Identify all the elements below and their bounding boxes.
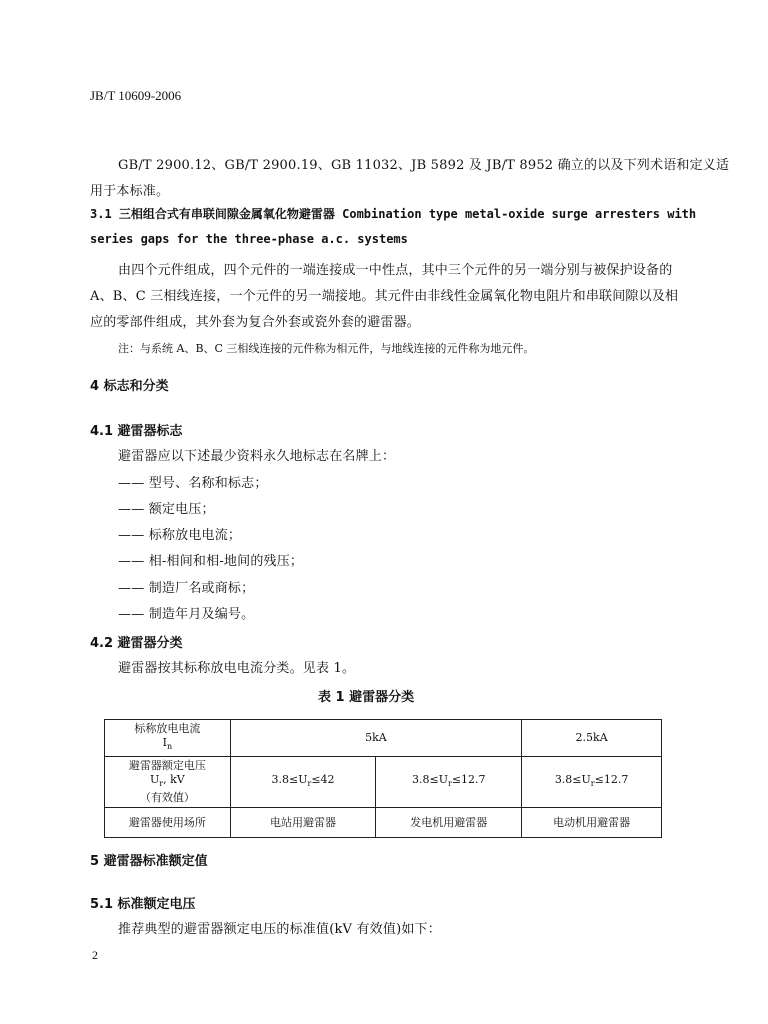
table-cell: 电动机用避雷器	[522, 808, 662, 838]
table-cell: 避雷器使用场所	[105, 808, 231, 838]
table-cell: $3.8\le U_r\le 42$	[230, 757, 376, 808]
intro-line-1: GB/T 2900.12、GB/T 2900.19、GB 11032、JB 5892 及 JB/T 8952 确立的以及下列术语和定义适	[118, 158, 730, 173]
term-3-1-body-line-2: A、B、C 三相线连接，一个元件的另一端接地。其元件由非线性金属氧化物电阻片和串联间隙以及相	[90, 289, 679, 304]
table-row	[105, 720, 662, 757]
marking-list-item: —— 型号、名称和标志；	[118, 476, 268, 491]
section-4-heading: 4 标志和分类	[90, 379, 169, 394]
row-label: 避雷器额定电压	[128, 759, 206, 773]
section-4-1-intro: 避雷器应以下述最少资料永久地标志在名牌上：	[118, 449, 396, 464]
row-label-note: （有效值）	[139, 791, 195, 805]
section-4-2-heading: 4.2 避雷器分类	[90, 636, 183, 651]
term-3-1-heading-line-2: series gaps for the three-phase a.c. systems	[90, 232, 408, 246]
marking-list-item: —— 额定电压；	[118, 502, 215, 517]
intro-line-2: 用于本标准。	[90, 184, 170, 199]
table-cell: 发电机用避雷器	[376, 808, 522, 838]
marking-list-item: —— 相-相间和相-地间的残压；	[118, 554, 304, 569]
row-label-subscript: r	[159, 779, 164, 789]
table-cell: $3.8\le U_r\le 12.7$	[376, 757, 522, 808]
table-cell: 2.5kA	[522, 720, 662, 757]
term-3-1-body-line-3: 应的零部件组成，其外套为复合外套或瓷外套的避雷器。	[90, 315, 421, 330]
section-4-2-body: 避雷器按其标称放电电流分类。见表 1。	[118, 661, 356, 676]
section-4-1-heading: 4.1 避雷器标志	[90, 424, 183, 439]
table-cell: 电站用避雷器	[230, 808, 376, 838]
table-cell: $3.8\le U_r\le 12.7$	[522, 757, 662, 808]
marking-list-item: —— 制造厂名或商标；	[118, 581, 255, 596]
section-5-1-heading: 5.1 标准额定电压	[90, 897, 196, 912]
arrester-classification-table	[104, 719, 662, 838]
standard-code-header: JB/T 10609-2006	[90, 88, 182, 103]
row-label: 标称放电电流	[134, 722, 201, 735]
table-cell	[105, 757, 231, 808]
row-label-subscript: n	[166, 742, 173, 752]
table-1-caption: 表 1 避雷器分类	[318, 690, 415, 705]
row-label-symbol: U	[149, 773, 160, 787]
section-5-1-body: 推荐典型的避雷器额定电压的标准值(kV 有效值)如下：	[118, 922, 441, 937]
table-row	[105, 757, 662, 808]
marking-list-item: —— 制造年月及编号。	[118, 607, 255, 622]
row-label-symbol: I	[162, 736, 167, 749]
page-number: 2	[92, 948, 98, 962]
term-3-1-body-line-1: 由四个元件组成，四个元件的一端连接成一中性点，其中三个元件的另一端分别与被保护设备的	[118, 263, 673, 278]
row-label-unit: , kV	[163, 773, 185, 787]
table-cell: 5kA	[230, 720, 522, 757]
table-row	[105, 808, 662, 838]
table-cell	[105, 720, 231, 757]
section-5-heading: 5 避雷器标准额定值	[90, 854, 208, 869]
term-3-1-note: 注：与系统 A、B、C 三相线连接的元件称为相元件，与地线连接的元件称为地元件。	[118, 342, 535, 355]
marking-list-item: —— 标称放电电流；	[118, 528, 242, 543]
term-3-1-heading-line-1: 3.1 三相组合式有串联间隙金属氧化物避雷器 Combination type metal-oxide surge arresters with	[90, 207, 697, 221]
